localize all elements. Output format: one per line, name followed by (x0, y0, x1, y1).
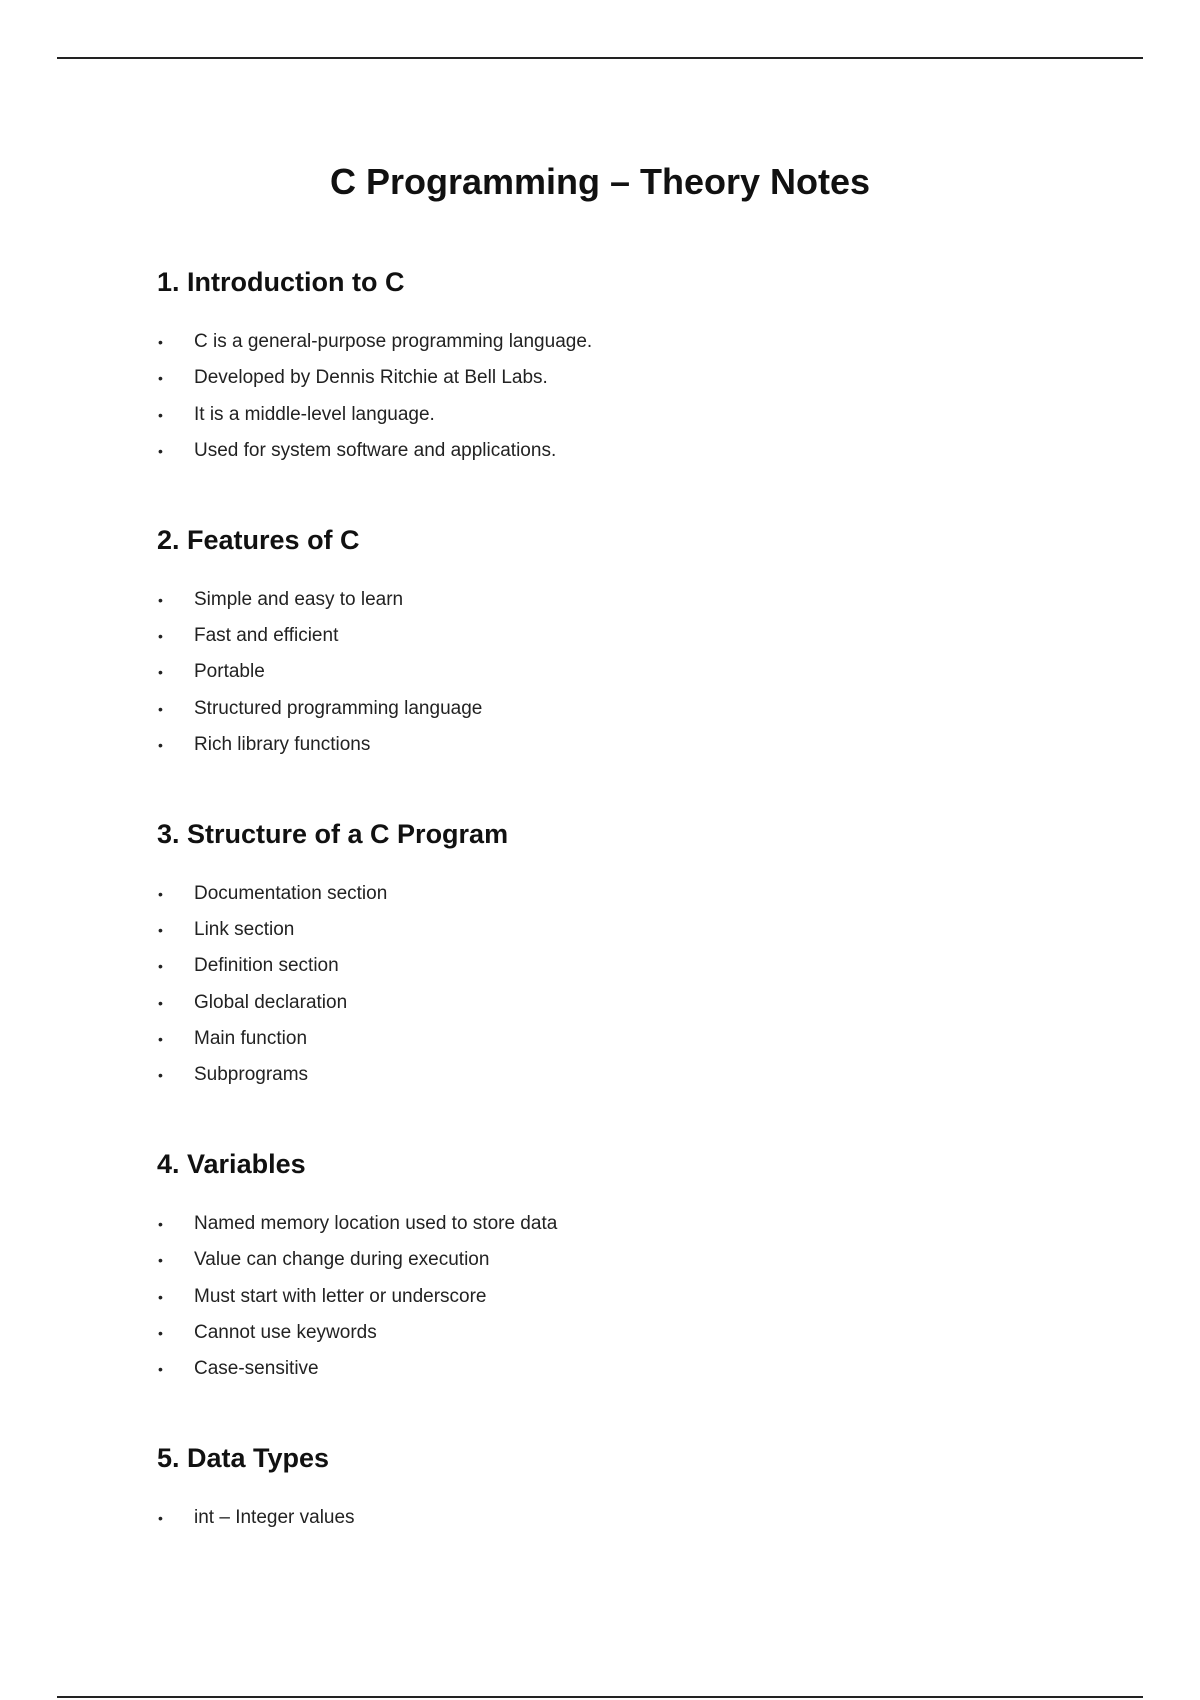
list-item: • Structured programming language (157, 693, 1057, 729)
bullet-icon: • (158, 1031, 163, 1048)
list-item: • Global declaration (157, 987, 1057, 1023)
bullet-icon: • (158, 885, 163, 902)
list-item: • Must start with letter or underscore (157, 1281, 1057, 1317)
bullet-icon: • (158, 1067, 163, 1084)
list-item: • Cannot use keywords (157, 1317, 1057, 1353)
bullet-icon: • (158, 700, 163, 717)
bullet-list (157, 326, 1057, 472)
bullet-list (157, 878, 1057, 1096)
section-variables (157, 1140, 1057, 1390)
list-item: • Developed by Dennis Ritchie at Bell Labs. (157, 362, 1057, 398)
bullet-icon: • (158, 1215, 163, 1232)
list-item: • Documentation section (157, 878, 1057, 914)
bullet-icon: • (158, 994, 163, 1011)
bullet-icon: • (158, 921, 163, 938)
list-item: • Case-sensitive (157, 1353, 1057, 1389)
list-item: • Fast and efficient (157, 620, 1057, 656)
section-heading: 4. Variables (157, 1148, 306, 1179)
list-item: • C is a general-purpose programming language. (157, 326, 1057, 362)
bullet-icon: • (158, 627, 163, 644)
section-features (157, 516, 1057, 766)
section-data-types (157, 1434, 1057, 1538)
bottom-rule (57, 1696, 1143, 1698)
bullet-list (157, 1208, 1057, 1390)
bullet-list (157, 584, 1057, 766)
document-body (157, 258, 1057, 1538)
list-item: • Subprograms (157, 1059, 1057, 1095)
list-item: • Main function (157, 1023, 1057, 1059)
bullet-icon: • (158, 1509, 163, 1526)
bullet-icon: • (158, 1288, 163, 1305)
bullet-icon: • (158, 737, 163, 754)
section-heading: 2. Features of C (157, 524, 360, 555)
bullet-icon: • (158, 370, 163, 387)
list-item: • Used for system software and applications. (157, 435, 1057, 471)
list-item: • Portable (157, 656, 1057, 692)
bullet-icon: • (158, 958, 163, 975)
list-item: • Simple and easy to learn (157, 584, 1057, 620)
bullet-list (157, 1502, 1057, 1538)
list-item: • Definition section (157, 950, 1057, 986)
page-title: C Programming – Theory Notes (329, 161, 871, 202)
bullet-icon: • (158, 591, 163, 608)
section-heading: 3. Structure of a C Program (157, 818, 509, 849)
bullet-icon: • (158, 406, 163, 423)
section-heading: 1. Introduction to C (157, 267, 405, 297)
list-item: • It is a middle-level language. (157, 399, 1057, 435)
bullet-icon: • (158, 334, 163, 350)
list-item: • int – Integer values (157, 1502, 1057, 1538)
list-item: • Link section (157, 914, 1057, 950)
section-structure (157, 810, 1057, 1096)
section-heading: 5. Data Types (157, 1442, 330, 1473)
list-item: • Rich library functions (157, 729, 1057, 765)
bullet-icon: • (158, 1361, 163, 1378)
list-item: • Value can change during execution (157, 1244, 1057, 1280)
bullet-icon: • (158, 443, 163, 460)
top-rule (57, 57, 1143, 59)
list-item: • Named memory location used to store data (157, 1208, 1057, 1244)
bullet-icon: • (158, 1325, 163, 1342)
section-introduction (157, 258, 1057, 472)
bullet-icon: • (158, 1252, 163, 1269)
bullet-icon: • (158, 664, 163, 681)
